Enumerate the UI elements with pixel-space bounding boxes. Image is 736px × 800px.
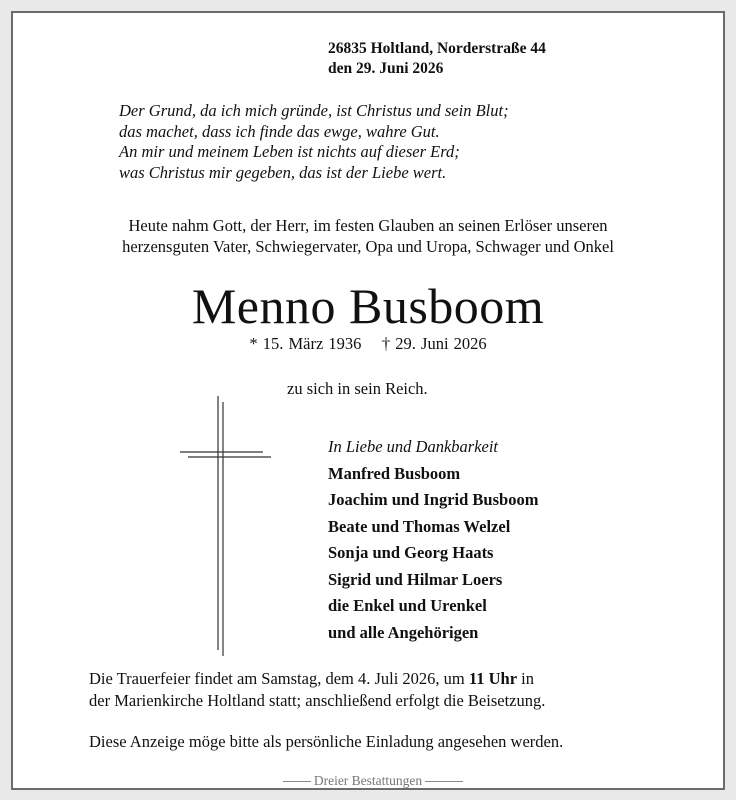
mourner-name: Joachim und Ingrid Busboom [328, 490, 539, 509]
mourners-list [328, 434, 538, 646]
intro-line: Heute nahm Gott, der Herr, im festen Glauben an seinen Erlöser unseren [128, 216, 608, 235]
notice-text: Die Trauerfeier findet am Samstag, dem 4. Juli 2026, um [89, 669, 469, 688]
notice-text: in [517, 669, 535, 688]
verse-line: An mir und meinem Leben ist nichts auf dieser Erd; [119, 142, 460, 161]
obituary-card [11, 11, 725, 790]
mourner-name: und alle Angehörigen [328, 622, 479, 642]
footer [13, 773, 723, 789]
footer-label: Dreier Bestattungen [311, 773, 425, 788]
address-line: 26835 Holtland, Norderstraße 44 [328, 40, 546, 57]
mourner-name: Sigrid und Hilmar Loers [328, 569, 503, 589]
mourner-name: Manfred Busboom [328, 463, 461, 483]
mourners-lead: In Liebe und Dankbarkeit [328, 437, 499, 456]
verse-line: was Christus mir gegeben, das ist der Liebe wert. [119, 162, 447, 182]
bible-verse [119, 101, 509, 183]
death-date: † 29. Juni 2026 [381, 334, 487, 353]
verse-line: Der Grund, da ich mich gründe, ist Christus und sein Blut; [119, 101, 509, 120]
notice-line [89, 668, 545, 690]
intro-text [13, 216, 723, 257]
mourner-name: die Enkel und Urenkel [328, 596, 487, 615]
mourner-name: Beate und Thomas Welzel [328, 516, 511, 536]
date-line: den 29. Juni 2026 [328, 60, 444, 77]
intro-line: herzensguten Vater, Schwiegervater, Opa und Uropa, Schwager und Onkel [122, 236, 614, 256]
deceased-name: Menno Busboom [191, 278, 545, 334]
notice-line: der Marienkirche Holtland statt; anschließend erfolgt die Beisetzung. [89, 691, 546, 710]
birth-date: * 15. März 1936 [249, 334, 362, 353]
notice-time: 11 Uhr [468, 669, 518, 688]
closing-phrase: zu sich in sein Reich. [287, 379, 428, 398]
address-block [328, 39, 546, 79]
mourner-name: Sonja und Georg Haats [328, 543, 494, 562]
invitation-text: Diese Anzeige möge bitte als persönliche Einladung angesehen werden. [89, 732, 564, 751]
funeral-notice [89, 668, 545, 712]
life-dates [13, 333, 723, 355]
verse-line: das machet, dass ich finde das ewge, wahre Gut. [119, 121, 440, 141]
cross-icon [168, 388, 278, 663]
